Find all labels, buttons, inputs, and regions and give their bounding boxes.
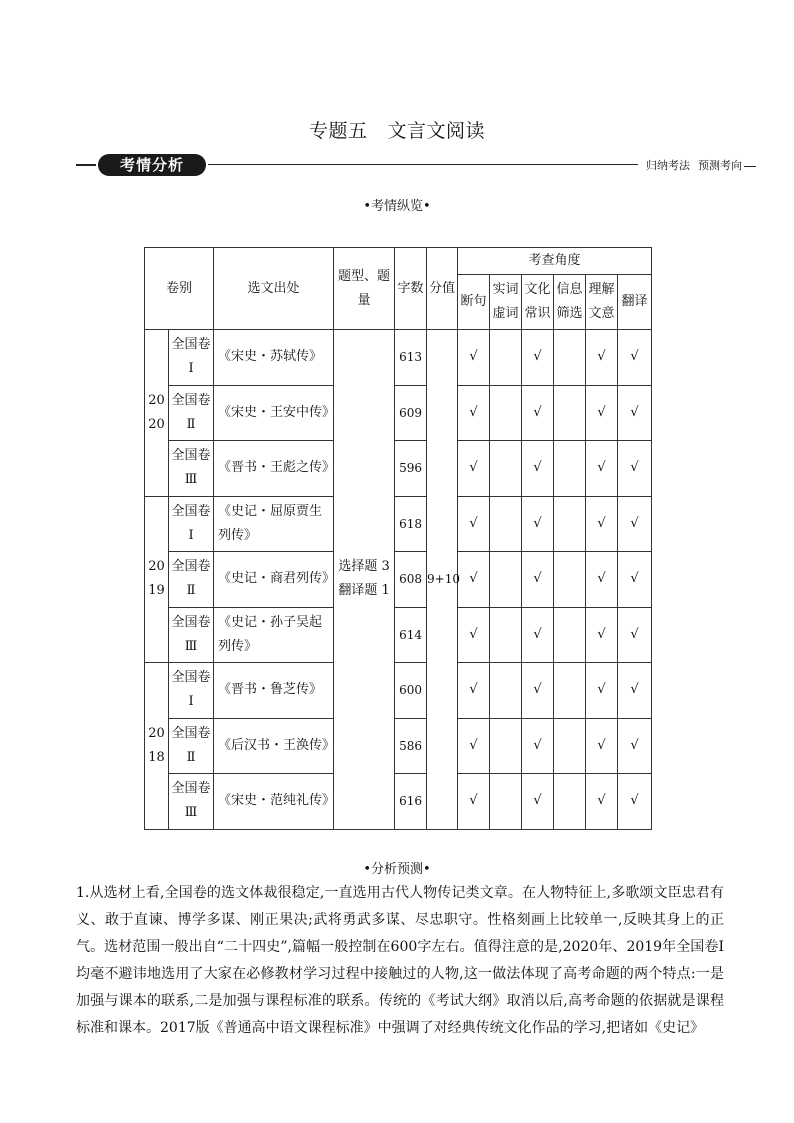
check-cell: √ <box>618 441 652 497</box>
banner-tail <box>646 157 756 173</box>
source-cell: 《后汉书・王涣传》 <box>214 718 334 774</box>
check-cell: √ <box>522 385 554 441</box>
table-row <box>145 385 652 441</box>
chars-cell: 608 <box>395 552 427 608</box>
check-cell: √ <box>522 496 554 552</box>
header-sub-shici: 实词虚词 <box>490 275 522 330</box>
banner-lead-line <box>76 164 96 166</box>
banner-tail-bar <box>744 166 756 167</box>
check-cell: √ <box>618 774 652 830</box>
check-cell <box>554 496 586 552</box>
check-cell: √ <box>618 385 652 441</box>
check-cell <box>554 385 586 441</box>
analysis-paragraph: 1.从选材上看,全国卷的选文体裁很稳定,一直选用古代人物传记类文章。在人物特征上,多歌颂文臣忠君有义、敢于直谏、博学多谋、刚正果决;武将勇武多谋、尽忠职守。性格刻画上比较单一,反映其身上的正气。选材范围一般出自“二十四史”,篇幅一般控制在600字左右。值得注意的是,2020年、2019年全国卷Ⅰ均毫不避讳地选用了大家在必修教材学习过程中接触过的人物,这一做法体现了高考命题的两个特点:一是加强与课本的联系,二是加强与课程标准的联系。传统的《考试大纲》取消以后,高考命题的依据就是课程标准和课本。2017版《普通高中语文课程标准》中强调了对经典传统文化作品的学习,把诸如《史记》 <box>76 885 724 1036</box>
title-topic: 专题五 <box>308 120 368 142</box>
check-cell <box>554 552 586 608</box>
page-title <box>0 116 794 143</box>
chars-cell: 600 <box>395 663 427 719</box>
check-cell: √ <box>586 552 618 608</box>
header-score: 分值 <box>427 248 458 330</box>
banner-tail-left: 归纳考法 <box>646 159 690 172</box>
check-cell <box>554 774 586 830</box>
year-cell: 2020 <box>145 330 169 497</box>
check-cell: √ <box>522 441 554 497</box>
header-sub-duanju: 断句 <box>458 275 490 330</box>
check-cell: √ <box>586 774 618 830</box>
score-cell: 9+10 <box>427 330 458 830</box>
header-chars: 字数 <box>395 248 427 330</box>
banner-badge: 考情分析 <box>98 154 206 176</box>
check-cell <box>490 385 522 441</box>
section-banner <box>76 154 756 176</box>
check-cell: √ <box>458 496 490 552</box>
check-cell: √ <box>618 496 652 552</box>
check-cell <box>554 663 586 719</box>
header-sub-wenhua: 文化常识 <box>522 275 554 330</box>
check-cell: √ <box>618 663 652 719</box>
source-cell: 《宋史・范纯礼传》 <box>214 774 334 830</box>
paper-cell: 全国卷Ⅱ <box>169 552 214 608</box>
paper-cell: 全国卷Ⅱ <box>169 718 214 774</box>
chars-cell: 613 <box>395 330 427 386</box>
check-cell: √ <box>522 718 554 774</box>
paper-cell: 全国卷Ⅲ <box>169 774 214 830</box>
check-cell: √ <box>458 330 490 386</box>
check-cell: √ <box>522 663 554 719</box>
question-type-cell: 选择题 3 翻译题 1 <box>334 330 395 830</box>
check-cell: √ <box>458 774 490 830</box>
banner-rule <box>208 164 638 165</box>
check-cell: √ <box>586 663 618 719</box>
check-cell: √ <box>458 718 490 774</box>
header-source: 选文出处 <box>214 248 334 330</box>
header-sub-fanyi: 翻译 <box>618 275 652 330</box>
check-cell: √ <box>586 441 618 497</box>
overview-heading: •考情纵览• <box>363 199 431 214</box>
table-row <box>145 330 652 386</box>
header-angle: 考查角度 <box>458 248 652 275</box>
chars-cell: 586 <box>395 718 427 774</box>
source-cell: 《宋史・王安中传》 <box>214 385 334 441</box>
title-subject: 文言文阅读 <box>387 120 486 142</box>
check-cell: √ <box>586 330 618 386</box>
check-cell: √ <box>458 441 490 497</box>
source-cell: 《晋书・王彪之传》 <box>214 441 334 497</box>
table-row <box>145 441 652 497</box>
source-cell: 《史记・屈原贾生列传》 <box>214 496 334 552</box>
check-cell <box>490 496 522 552</box>
chars-cell: 609 <box>395 385 427 441</box>
source-cell: 《晋书・鲁芝传》 <box>214 663 334 719</box>
check-cell <box>554 441 586 497</box>
check-cell <box>490 441 522 497</box>
check-cell: √ <box>618 552 652 608</box>
check-cell: √ <box>618 607 652 663</box>
source-cell: 《史记・商君列传》 <box>214 552 334 608</box>
check-cell <box>554 330 586 386</box>
paper-cell: 全国卷Ⅲ <box>169 607 214 663</box>
source-cell: 《史记・孙子吴起列传》 <box>214 607 334 663</box>
check-cell: √ <box>522 552 554 608</box>
exam-overview-table <box>144 247 652 830</box>
check-cell: √ <box>458 552 490 608</box>
header-sub-xinxi: 信息筛选 <box>554 275 586 330</box>
check-cell <box>490 607 522 663</box>
table-row <box>145 496 652 552</box>
header-paper: 卷别 <box>145 248 214 330</box>
chars-cell: 618 <box>395 496 427 552</box>
table-row <box>145 774 652 830</box>
check-cell: √ <box>522 607 554 663</box>
table-row <box>145 607 652 663</box>
chars-cell: 596 <box>395 441 427 497</box>
analysis-heading: •分析预测• <box>363 862 431 877</box>
paper-cell: 全国卷Ⅲ <box>169 441 214 497</box>
check-cell: √ <box>586 607 618 663</box>
year-cell: 2018 <box>145 663 169 830</box>
header-sub-lijie: 理解文意 <box>586 275 618 330</box>
year-cell: 2019 <box>145 496 169 663</box>
check-cell <box>554 607 586 663</box>
check-cell <box>490 663 522 719</box>
check-cell: √ <box>586 496 618 552</box>
check-cell: √ <box>522 330 554 386</box>
check-cell: √ <box>586 718 618 774</box>
check-cell: √ <box>618 718 652 774</box>
check-cell: √ <box>458 663 490 719</box>
check-cell: √ <box>458 385 490 441</box>
check-cell <box>490 552 522 608</box>
table-row <box>145 552 652 608</box>
check-cell: √ <box>586 385 618 441</box>
paper-cell: 全国卷Ⅰ <box>169 330 214 386</box>
check-cell <box>554 718 586 774</box>
table-row <box>145 663 652 719</box>
paper-cell: 全国卷Ⅰ <box>169 496 214 552</box>
paper-cell: 全国卷Ⅰ <box>169 663 214 719</box>
header-type: 题型、题量 <box>334 248 395 330</box>
check-cell: √ <box>522 774 554 830</box>
check-cell: √ <box>458 607 490 663</box>
paper-cell: 全国卷Ⅱ <box>169 385 214 441</box>
check-cell <box>490 330 522 386</box>
source-cell: 《宋史・苏轼传》 <box>214 330 334 386</box>
check-cell <box>490 718 522 774</box>
chars-cell: 614 <box>395 607 427 663</box>
table-row <box>145 718 652 774</box>
check-cell <box>490 774 522 830</box>
banner-tail-right: 预测考向 <box>698 159 742 172</box>
check-cell: √ <box>618 330 652 386</box>
chars-cell: 616 <box>395 774 427 830</box>
